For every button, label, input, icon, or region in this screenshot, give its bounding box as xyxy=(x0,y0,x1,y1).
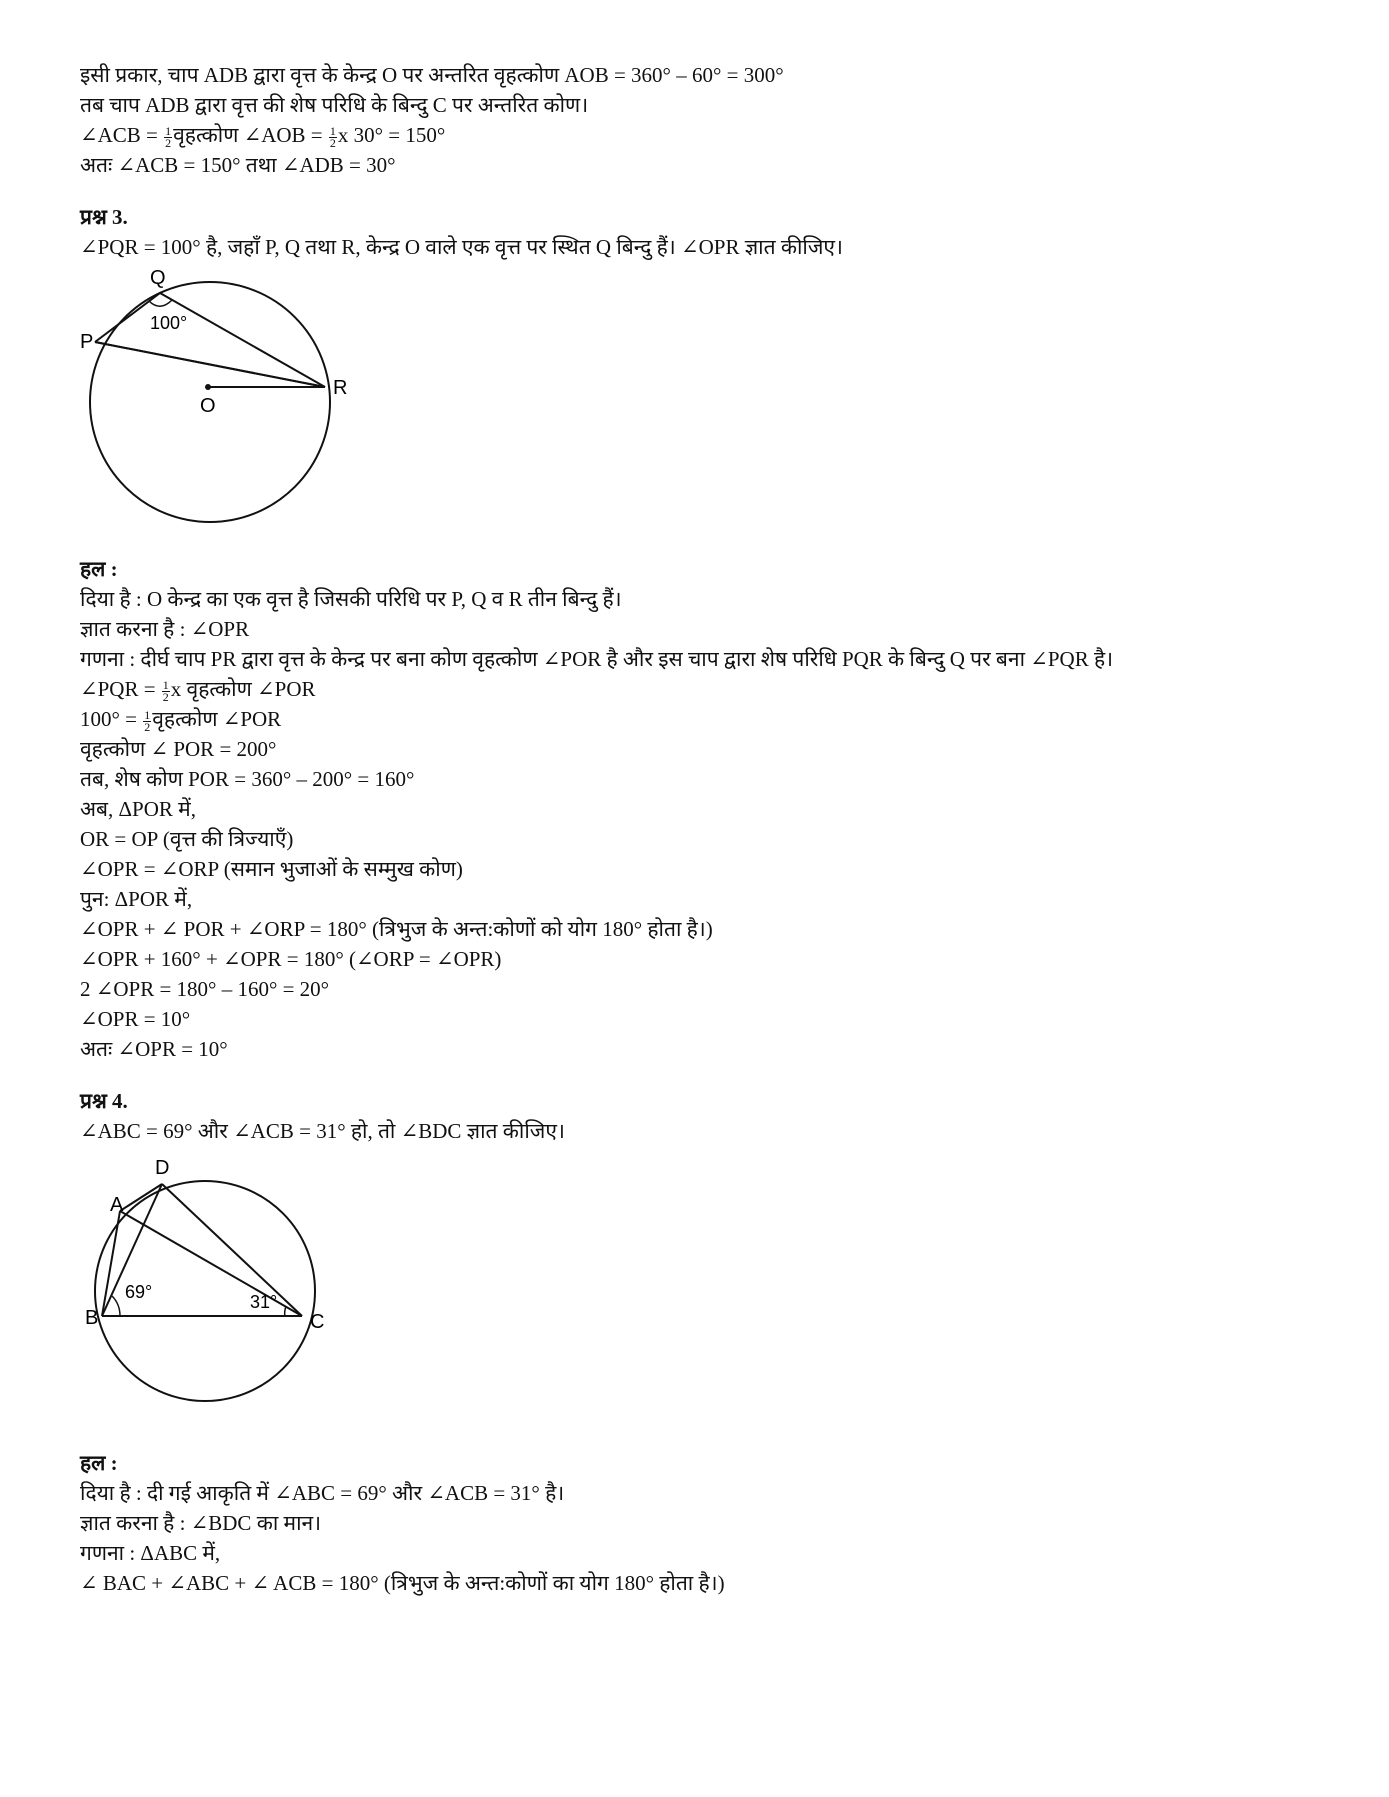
angle-c-label: 31° xyxy=(250,1292,278,1312)
text-line: OR = OP (वृत्त की त्रिज्याएँ) xyxy=(80,827,294,851)
fraction-half: $\frac{1}{2}$ xyxy=(165,123,172,150)
text-line: अब, ΔPOR में, xyxy=(80,797,196,821)
text-line: ज्ञात करना है : ∠BDC का मान। xyxy=(80,1511,322,1535)
text-line: दिया है : दी गई आकृति में ∠ABC = 69° और ∠ACB = 31° है। xyxy=(80,1481,565,1505)
text-line: ∠OPR = ∠ORP (समान भुजाओं के सम्मुख कोण) xyxy=(80,857,463,881)
label-o: O xyxy=(200,395,216,417)
equation-line: ∠ACB = $\frac{1}{2}$ वृहत्कोण ∠AOB = $\frac{1}{2}$ x 30° = 150° xyxy=(80,123,446,150)
question-text: ∠ABC = 69° और ∠ACB = 31° हो, तो ∠BDC ज्ञात कीजिए। xyxy=(80,1119,565,1143)
question-text: ∠PQR = 100° है, जहाँ P, Q तथा R, केन्द्र O वाले एक वृत्त पर स्थित Q बिन्दु हैं। ∠OPR ज्ञात कीजिए। xyxy=(80,235,843,259)
angle-label: 100° xyxy=(150,313,188,333)
document-page xyxy=(80,60,1320,1598)
solution-heading: हल : xyxy=(80,1451,118,1475)
equation-line: 100° = $\frac{1}{2}$ वृहत्कोण ∠POR xyxy=(80,707,282,734)
text-line: गणना : ΔABC में, xyxy=(80,1541,221,1565)
fraction-half: $\frac{1}{2}$ xyxy=(162,677,169,704)
label-b: B xyxy=(85,1307,99,1329)
equation-line: ∠PQR = $\frac{1}{2}$ x वृहत्कोण ∠POR xyxy=(80,677,316,704)
question-heading: प्रश्न 3. xyxy=(80,205,128,229)
text-line: अतः ∠OPR = 10° xyxy=(80,1037,228,1061)
angle-b-label: 69° xyxy=(125,1282,153,1302)
text-line: गणना : दीर्घ चाप PR द्वारा वृत्त के केन्द्र पर बना कोण वृहत्कोण ∠POR है और इस चाप द्वारा शेष परिधि PQR के बिन्दु Q पर बना ∠PQR है। xyxy=(80,647,1114,671)
text-line: दिया है : O केन्द्र का एक वृत्त है जिसकी परिधि पर P, Q व R तीन बिन्दु हैं। xyxy=(80,587,622,611)
circle-figure-abcd xyxy=(80,1146,400,1426)
fraction-half: $\frac{1}{2}$ xyxy=(329,123,336,150)
question-heading: प्रश्न 4. xyxy=(80,1089,128,1113)
text-line: ∠OPR + ∠ POR + ∠ORP = 180° (त्रिभुज के अन्त:कोणों को योग 180° होता है।) xyxy=(80,917,713,941)
text-line: ∠OPR = 10° xyxy=(80,1007,191,1031)
text-line: तब चाप ADB द्वारा वृत्त की शेष परिधि के बिन्दु C पर अन्तरित कोण। xyxy=(80,93,589,117)
circle-figure-pqr xyxy=(80,262,400,532)
label-c: C xyxy=(310,1311,325,1333)
label-r: R xyxy=(333,377,348,399)
text-line: 2 ∠OPR = 180° – 160° = 20° xyxy=(80,977,330,1001)
text-line: अतः ∠ACB = 150° तथा ∠ADB = 30° xyxy=(80,153,396,177)
label-a: A xyxy=(110,1194,124,1216)
text-line: वृहत्कोण ∠ POR = 200° xyxy=(80,737,277,761)
text-line: इसी प्रकार, चाप ADB द्वारा वृत्त के केन्द्र O पर अन्तरित वृहत्कोण AOB = 360° – 60° = 300° xyxy=(80,63,784,87)
text-line: ∠ BAC + ∠ABC + ∠ ACB = 180° (त्रिभुज के अन्त:कोणों का योग 180° होता है।) xyxy=(80,1571,725,1595)
solution-heading: हल : xyxy=(80,557,118,581)
text-line: पुन: ΔPOR में, xyxy=(80,887,193,911)
label-q: Q xyxy=(150,267,166,289)
label-p: P xyxy=(80,331,94,353)
text-line: तब, शेष कोण POR = 360° – 200° = 160° xyxy=(80,767,415,791)
text-line: ज्ञात करना है : ∠OPR xyxy=(80,617,250,641)
label-d: D xyxy=(155,1157,170,1179)
text-line: ∠OPR + 160° + ∠OPR = 180° (∠ORP = ∠OPR) xyxy=(80,947,502,971)
fraction-half: $\frac{1}{2}$ xyxy=(144,707,151,734)
